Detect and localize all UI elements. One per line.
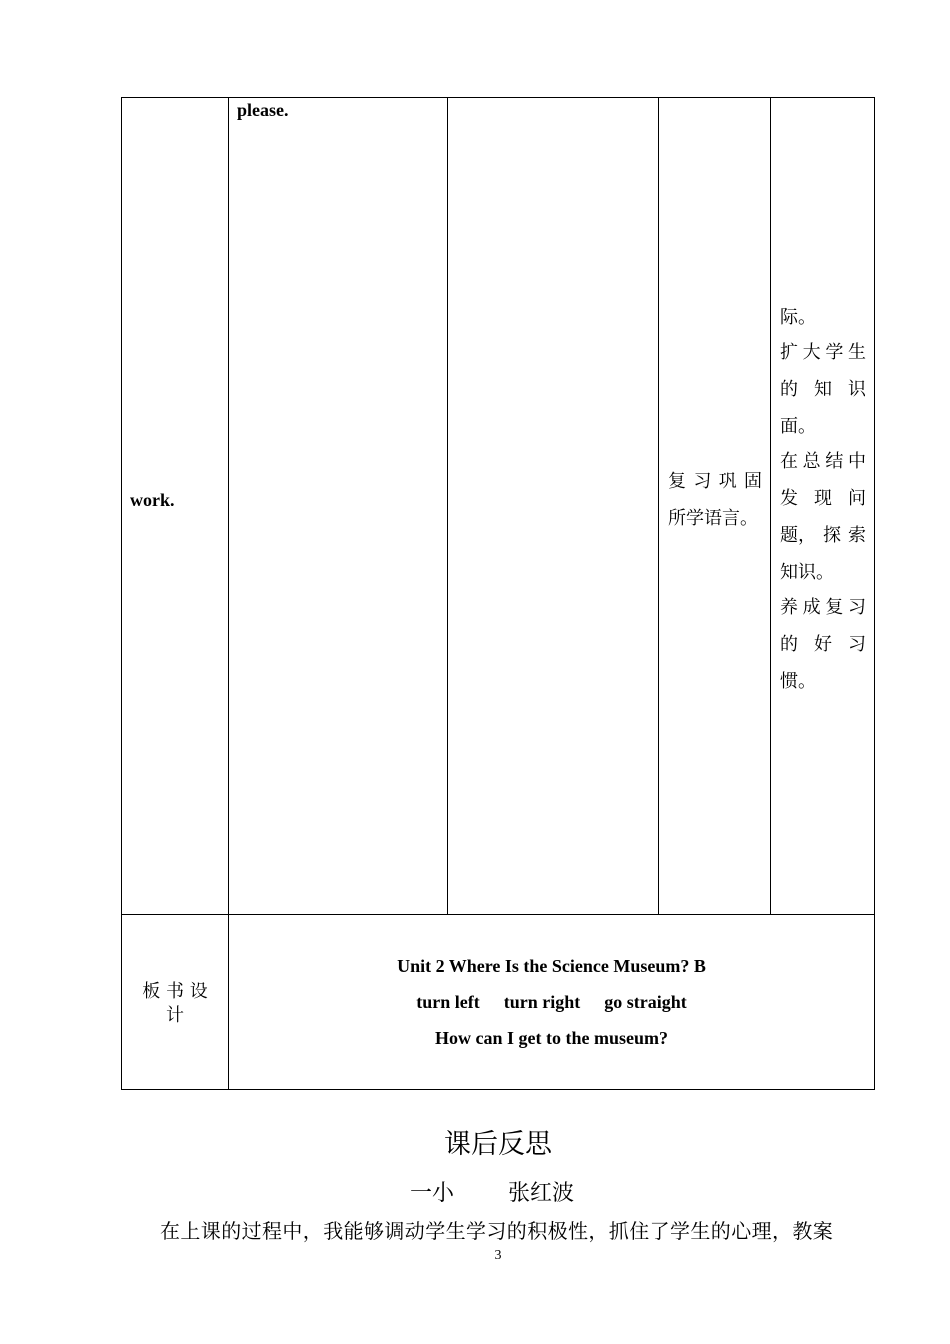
col5-char: 题， — [780, 525, 816, 546]
col5-line-3 — [780, 380, 866, 400]
phrase-turn-left: turn left — [416, 992, 480, 1012]
reflection-byline — [410, 1176, 574, 1207]
col5-char: 识 — [848, 379, 866, 400]
col5-char: 养 — [780, 597, 798, 618]
board-design-content — [229, 948, 874, 1056]
col5-char: 复 — [825, 597, 844, 618]
phrase-go-straight: go straight — [604, 992, 687, 1012]
reflection-title: 课后反思 — [444, 1129, 552, 1160]
col5-line-9 — [780, 598, 866, 618]
col4-line-1 — [668, 472, 762, 492]
page-number: 3 — [494, 1248, 502, 1263]
col5-char: 索 — [848, 525, 866, 546]
table-border-left — [121, 97, 122, 1090]
col5-line-2 — [780, 343, 866, 363]
col5-char: 的 — [780, 634, 798, 655]
table-col-divider-3 — [658, 97, 659, 915]
col5-char: 好 — [814, 634, 832, 655]
table-border-bottom — [121, 1089, 875, 1090]
table-col-divider-4 — [770, 97, 771, 915]
col4-char: 固 — [743, 471, 762, 492]
col5-char: 生 — [847, 342, 866, 363]
table-border-top — [121, 97, 875, 98]
table-col-divider-2 — [447, 97, 448, 915]
col5-char: 学 — [825, 342, 844, 363]
col5-char: 知 — [814, 379, 832, 400]
cell-please: please. — [237, 100, 289, 120]
phrase-turn-right: turn right — [503, 992, 581, 1012]
col5-char: 的 — [780, 379, 798, 400]
col5-line-7 — [780, 526, 866, 546]
col5-line-6 — [780, 489, 866, 509]
col4-line-2 — [668, 509, 758, 529]
col5-char: 结 — [825, 451, 844, 472]
col5-text: 面。 — [780, 416, 816, 437]
col5-char: 问 — [848, 488, 866, 509]
board-question: How can I get to the museum? — [435, 1028, 668, 1048]
col4-char: 复 — [668, 471, 686, 492]
col5-char: 习 — [848, 634, 866, 655]
col5-text: 惯。 — [780, 671, 816, 692]
col5-line-5 — [780, 452, 866, 472]
col5-char: 中 — [847, 451, 866, 472]
col4-char: 习 — [693, 471, 712, 492]
col5-line-10 — [780, 635, 866, 655]
table-row-divider — [121, 914, 875, 915]
cell-work: work. — [130, 490, 175, 510]
col4-text: 所学语言。 — [668, 508, 758, 529]
board-title: Unit 2 Where Is the Science Museum? B — [397, 956, 706, 976]
board-design-label-line1: 板 书 设 — [142, 981, 208, 1002]
col5-line-4 — [780, 417, 816, 437]
col5-char: 扩 — [780, 342, 798, 363]
col5-char: 现 — [814, 488, 832, 509]
col5-char: 发 — [780, 488, 798, 509]
col5-char: 习 — [847, 597, 866, 618]
col5-char: 成 — [802, 597, 821, 618]
col5-char: 总 — [802, 451, 821, 472]
table-col-divider-1 — [228, 97, 229, 1090]
author-name: 张红波 — [508, 1181, 575, 1206]
col5-text: 际。 — [780, 307, 816, 328]
board-design-label — [122, 980, 228, 1028]
col5-char: 大 — [802, 342, 821, 363]
col5-line-1 — [780, 308, 816, 328]
reflection-body: 在上课的过程中，我能够调动学生学习的积极性，抓住了学生的心理，教案 — [160, 1219, 834, 1243]
board-phrases — [229, 984, 874, 1020]
col5-text: 知识。 — [780, 562, 834, 583]
col4-char: 巩 — [718, 471, 737, 492]
col5-char: 探 — [823, 525, 841, 546]
school-name: 一小 — [410, 1181, 455, 1206]
col5-line-8 — [780, 563, 834, 583]
board-design-label-line2: 计 — [166, 1005, 184, 1026]
col5-char: 在 — [780, 451, 798, 472]
col5-line-11 — [780, 672, 816, 692]
table-border-right — [874, 97, 875, 1090]
